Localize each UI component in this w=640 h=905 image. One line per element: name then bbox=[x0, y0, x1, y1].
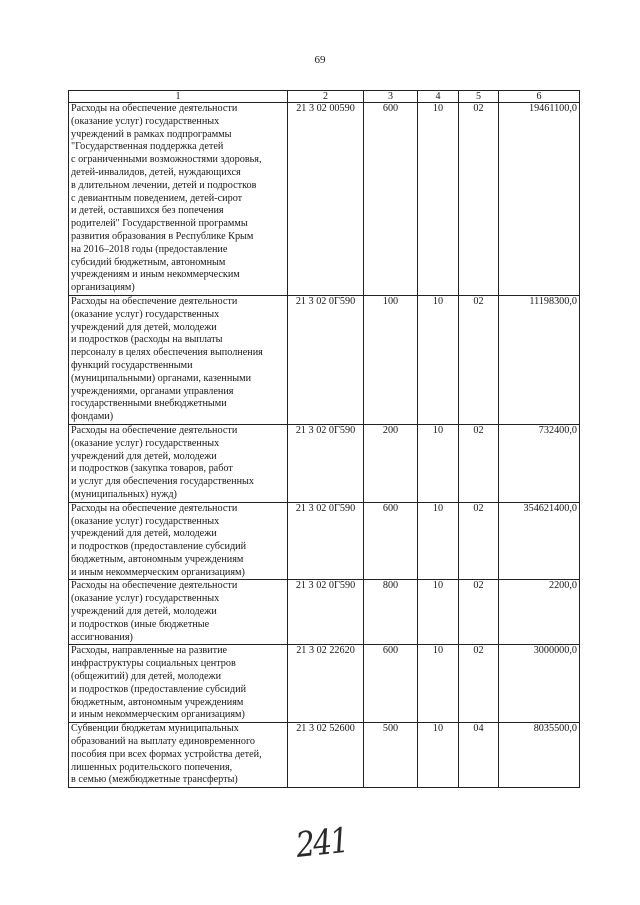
row-section: 10 bbox=[418, 723, 459, 788]
table-row bbox=[69, 103, 580, 296]
header-col-3: 3 bbox=[364, 91, 418, 103]
table-row bbox=[69, 723, 580, 788]
table-row bbox=[69, 502, 580, 580]
row-expense-type: 600 bbox=[364, 502, 418, 580]
header-col-6: 6 bbox=[499, 91, 580, 103]
row-section: 10 bbox=[418, 103, 459, 296]
row-description: Расходы, направленные на развитие инфраструктуры социальных центров (общежитий) для детей, молодежи и подростков (предоставление субсидий бюджетным, автономным учреждениям и иным некоммерческим организациям) bbox=[69, 645, 288, 723]
row-expense-type: 600 bbox=[364, 645, 418, 723]
row-code: 21 3 02 0Г590 bbox=[288, 424, 364, 502]
row-description: Субвенции бюджетам муниципальных образований на выплату единовременного пособия при всех формах устройства детей, лишенных родительского попечения, в семью (межбюджетные трансферты) bbox=[69, 723, 288, 788]
header-col-4: 4 bbox=[418, 91, 459, 103]
row-expense-type: 800 bbox=[364, 580, 418, 645]
handwritten-page-number: 241 bbox=[294, 820, 350, 867]
row-subsection: 02 bbox=[459, 424, 499, 502]
row-subsection: 02 bbox=[459, 580, 499, 645]
table-row bbox=[69, 580, 580, 645]
row-expense-type: 200 bbox=[364, 424, 418, 502]
row-code: 21 3 02 0Г590 bbox=[288, 580, 364, 645]
header-row bbox=[69, 91, 580, 103]
row-amount: 8035500,0 bbox=[499, 723, 580, 788]
row-section: 10 bbox=[418, 502, 459, 580]
row-amount: 2200,0 bbox=[499, 580, 580, 645]
row-code: 21 3 02 0Г590 bbox=[288, 295, 364, 424]
table-row bbox=[69, 645, 580, 723]
row-amount: 354621400,0 bbox=[499, 502, 580, 580]
table-row bbox=[69, 424, 580, 502]
row-section: 10 bbox=[418, 295, 459, 424]
row-section: 10 bbox=[418, 645, 459, 723]
row-section: 10 bbox=[418, 580, 459, 645]
row-subsection: 04 bbox=[459, 723, 499, 788]
header-col-2: 2 bbox=[288, 91, 364, 103]
budget-table bbox=[68, 90, 580, 788]
row-subsection: 02 bbox=[459, 502, 499, 580]
table-row bbox=[69, 295, 580, 424]
row-code: 21 3 02 22620 bbox=[288, 645, 364, 723]
row-amount: 11198300,0 bbox=[499, 295, 580, 424]
row-description: Расходы на обеспечение деятельности (оказание услуг) государственных учреждений для детей, молодежи и подростков (иные бюджетные ассигнования) bbox=[69, 580, 288, 645]
row-code: 21 3 02 52600 bbox=[288, 723, 364, 788]
header-col-5: 5 bbox=[459, 91, 499, 103]
row-description: Расходы на обеспечение деятельности (оказание услуг) государственных учреждений для детей, молодежи и подростков (расходы на выплаты персоналу в целях обеспечения выполнения функций государственными (муниципальными) органами, казенными учреждениями, органами управления государственными внебюджетными фондами) bbox=[69, 295, 288, 424]
header-col-1: 1 bbox=[69, 91, 288, 103]
row-subsection: 02 bbox=[459, 295, 499, 424]
row-expense-type: 500 bbox=[364, 723, 418, 788]
row-amount: 3000000,0 bbox=[499, 645, 580, 723]
row-subsection: 02 bbox=[459, 645, 499, 723]
row-section: 10 bbox=[418, 424, 459, 502]
row-expense-type: 600 bbox=[364, 103, 418, 296]
row-subsection: 02 bbox=[459, 103, 499, 296]
row-code: 21 3 02 0Г590 bbox=[288, 502, 364, 580]
row-description: Расходы на обеспечение деятельности (оказание услуг) государственных учреждений в рамках подпрограммы "Государственная поддержка детей с ограниченными возможностями здоровья, детей-инвалидов, детей, нуждающихся в длительном лечении, детей и подростков с девиантным поведением, детей-сирот и детей, оставшихся без попечения родителей" Государственной программы развития образования в Республике Крым на 2016–2018 годы (предоставление субсидий бюджетным, автономным учреждениям и иным некоммерческим организациям) bbox=[69, 103, 288, 296]
row-description: Расходы на обеспечение деятельности (оказание услуг) государственных учреждений для детей, молодежи и подростков (предоставление субсидий бюджетным, автономным учреждениям и иным некоммерческим организациям) bbox=[69, 502, 288, 580]
row-amount: 732400,0 bbox=[499, 424, 580, 502]
row-amount: 19461100,0 bbox=[499, 103, 580, 296]
row-description: Расходы на обеспечение деятельности (оказание услуг) государственных учреждений для детей, молодежи и подростков (закупка товаров, работ и услуг для обеспечения государственных (муниципальных) нужд) bbox=[69, 424, 288, 502]
row-expense-type: 100 bbox=[364, 295, 418, 424]
row-code: 21 3 02 00590 bbox=[288, 103, 364, 296]
page-number: 69 bbox=[314, 54, 326, 66]
